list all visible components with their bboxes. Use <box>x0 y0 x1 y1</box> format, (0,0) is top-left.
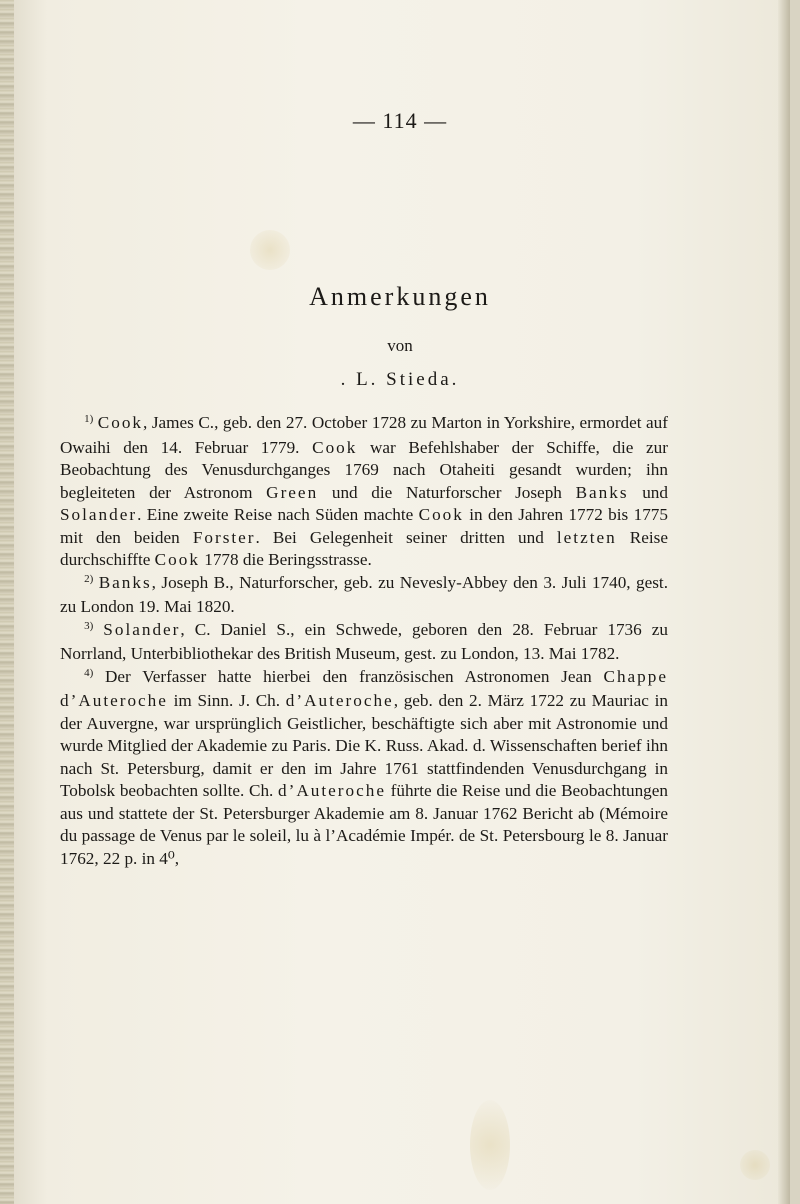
paper-stain <box>740 1150 770 1180</box>
footnote-marker: 1) <box>84 413 94 425</box>
footnote-text: . Eine zweite Reise nach Süden machte <box>137 505 419 524</box>
paper-stain <box>470 1100 510 1190</box>
spaced-name: d’Auteroche <box>285 691 394 710</box>
page-number: — 114 — <box>352 108 448 133</box>
footnote <box>60 572 668 619</box>
footnote <box>60 619 668 666</box>
page-binding-edge <box>0 0 14 1204</box>
footnote-text: , James C., geb. den 27. October 1728 zu Marton in Yorkshire, ermordet auf Owaihi den 14. Februar 1779. <box>60 413 669 457</box>
footnote-marker: 2) <box>84 572 94 585</box>
footnote-text: Der Verfasser hatte hierbei den französischen Astronomen Jean <box>105 666 604 686</box>
spaced-name: Solander <box>103 619 181 639</box>
author-name: . L. Stieda. <box>340 369 460 390</box>
spaced-name: Cook <box>312 437 358 457</box>
spaced-name: d’Auteroche <box>278 781 386 800</box>
spaced-name: Forster <box>192 527 256 547</box>
footnote-text: , Joseph B., Naturforscher, geb. zu Nevesly-Abbey den 3. Juli 1740, gest. zu London 19. Mai 1820. <box>60 572 668 616</box>
footnote-text: , geb. den 2. März 1722 zu Mauriac in der Auvergne, war ursprünglich Geistlicher, beschäftigte sich aber mit Astronomie und wurde Mitglied der Akademie zu Paris. Die K. Russ. Akad. d. Wissenschaften berief ihn nach St. Petersburg, damit er den im Jahre 1761 stattfindenden Venusdurchgang in Tobolsk beobachten sollte. Ch. <box>60 691 668 800</box>
spaced-name: Solander <box>60 505 138 524</box>
footnote-text: Reise durchschiffte <box>60 527 668 569</box>
footnote-text: , C. Daniel S., ein Schwede, geboren den 28. Februar 1736 zu Norrland, Unterbibliothekar des British Museum, gest. zu London, 13. Mai 1782. <box>60 619 668 663</box>
spaced-name: Chappe d’Auteroche <box>60 666 668 710</box>
spaced-name: Banks <box>98 572 152 592</box>
footnotes-list <box>60 412 668 870</box>
spaced-name: letzten <box>556 527 617 547</box>
footnote-text: . Bei Gelegenheit seiner dritten und <box>255 527 557 547</box>
footnote-text: führte die Reise und die Beobachtungen aus und stattete der St. Petersburger Akademie am 8. Januar 1762 Bericht ab (Mémoire du passage de Venus par le soleil, lu à l’Académie Impér. de St. Petersbourg le 8. Januar 1762, 22 p. in 4⁰, <box>60 781 668 868</box>
spaced-name: Green <box>266 482 319 502</box>
page-right-edge <box>778 0 790 1204</box>
footnote-text: in den Jahren 1772 bis 1775 mit den beiden <box>60 505 668 547</box>
footnote-text: im Sinn. J. Ch. <box>167 691 286 710</box>
footnote-text: 1778 die Beringsstrasse. <box>199 550 372 569</box>
footnote-text: war Befehlshaber der Schiffe, die zur Beobachtung des Venusdurchganges 1769 nach Otaheiti gesandt wurden; ihn begleiteten der Astronom <box>60 437 668 502</box>
footnote <box>60 412 668 572</box>
spaced-name: Banks <box>575 482 629 502</box>
byline: von <box>387 336 413 355</box>
section-heading: Anmerkungen <box>309 282 491 311</box>
footnote-text: und <box>628 482 668 502</box>
footnote <box>60 666 668 871</box>
spaced-name: Cook <box>154 550 200 569</box>
footnote-marker: 3) <box>84 619 94 632</box>
spaced-name: Cook <box>97 413 144 432</box>
footnote-text: und die Naturforscher Joseph <box>318 482 576 502</box>
footnote-marker: 4) <box>84 666 94 679</box>
paper-stain <box>250 230 290 270</box>
spaced-name: Cook <box>418 505 464 524</box>
